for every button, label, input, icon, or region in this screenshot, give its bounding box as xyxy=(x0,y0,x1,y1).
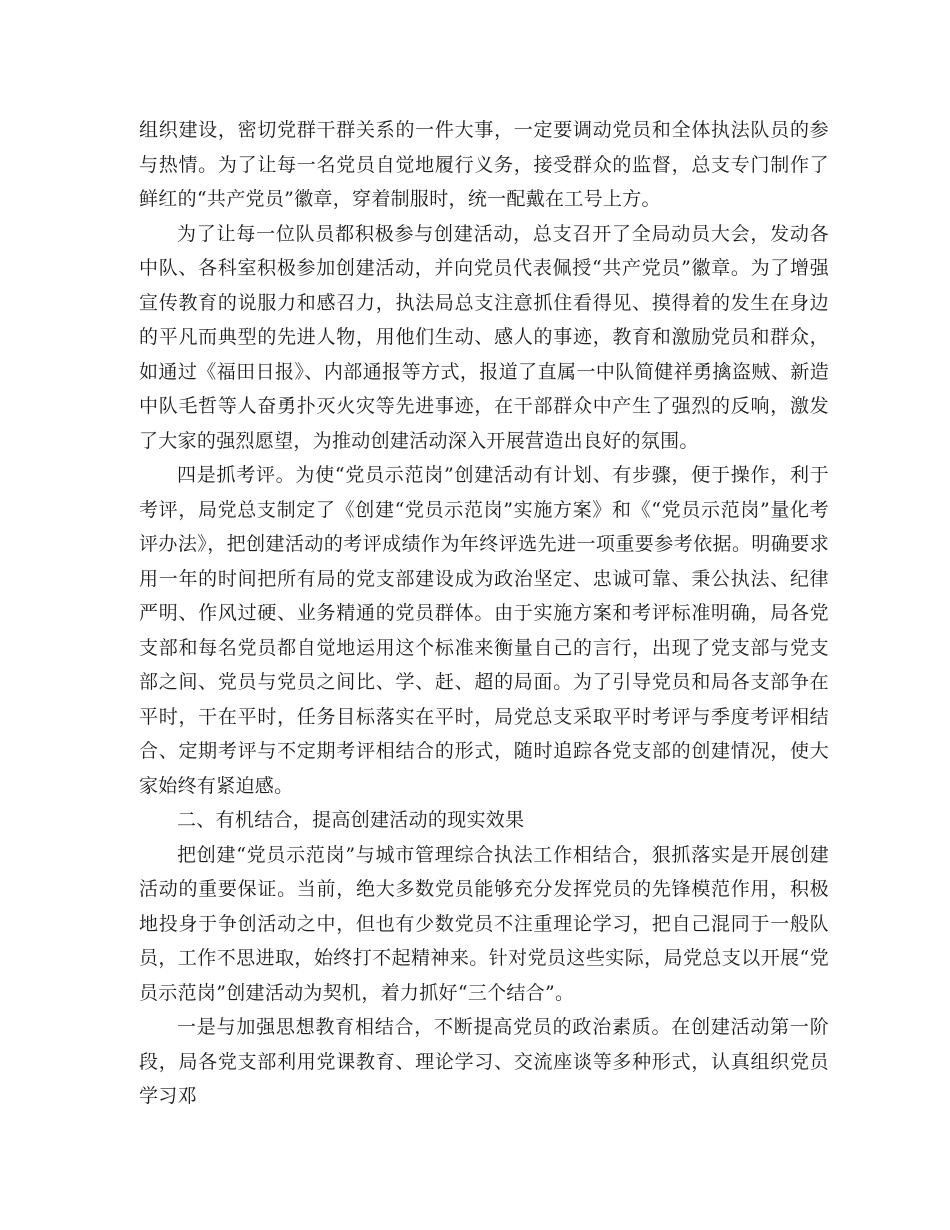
paragraph-integration: 把创建“党员示范岗”与城市管理综合执法工作相结合，狠抓落实是开展创建活动的重要保证。当前，绝大多数党员能够充分发挥党员的先锋模范作用，积极地投身于争创活动之中，但也有少数党员不注重理论学习，把自己混同于一般队员，工作不思进取，始终打不起精神来。针对党员这些实际，局党总支以开展“党员示范岗”创建活动为契机，着力抓好“三个结合”。 xyxy=(139,843,829,1004)
paragraph-continuation: 组织建设，密切党群干群关系的一件大事，一定要调动党员和全体执法队员的参与热情。为了让每一名党员自觉地履行义务，接受群众的监督，总支专门制作了鲜红的“共产党员”徽章，穿着制服时，统一配戴在工号上方。 xyxy=(139,119,829,210)
paragraph-evaluation: 四是抓考评。为使“党员示范岗”创建活动有计划、有步骤，便于操作，利于考评，局党总支制定了《创建“党员示范岗”实施方案》和《“党员示范岗”量化考评办法》，把创建活动的考评成绩作为年终评选先进一项重要参考依据。明确要求用一年的时间把所有局的党支部建设成为政治坚定、忠诚可靠、秉公执法、纪律严明、作风过硬、业务精通的党员群体。由于实施方案和考评标准明确，局各党支部和每名党员都自觉地运用这个标准来衡量自己的言行，出现了党支部与党支部之间、党员与党员之间比、学、赶、超的局面。为了引导党员和局各支部争在平时，干在平时，任务目标落实在平时，局党总支采取平时考评与季度考评相结合、定期考评与不定期考评相结合的形式，随时追踪各党支部的创建情况，使大家始终有紧迫感。 xyxy=(139,464,829,797)
section-heading: 二、有机结合，提高创建活动的现实效果 xyxy=(177,809,525,831)
document-body xyxy=(139,113,829,1114)
paragraph-education: 一是与加强思想教育相结合，不断提高党员的政治素质。在创建活动第一阶段，局各党支部利用党课教育、理论学习、交流座谈等多种形式，认真组织党员学习邓 xyxy=(139,1016,829,1107)
paragraph-mobilization: 为了让每一位队员都积极参与创建活动，总支召开了全局动员大会，发动各中队、各科室积极参加创建活动，并向党员代表佩授“共产党员”徽章。为了增强宣传教育的说服力和感召力，执法局总支注意抓住看得见、摸得着的发生在身边的平凡而典型的先进人物，用他们生动、感人的事迹，教育和激励党员和群众，如通过《福田日报》、内部通报等方式，报道了直属一中队简健祥勇擒盗贼、新造中队毛哲等人奋勇扑灭火灾等先进事迹，在干部群众中产生了强烈的反响，激发了大家的强烈愿望，为推动创建活动深入开展营造出良好的氛围。 xyxy=(139,222,829,452)
